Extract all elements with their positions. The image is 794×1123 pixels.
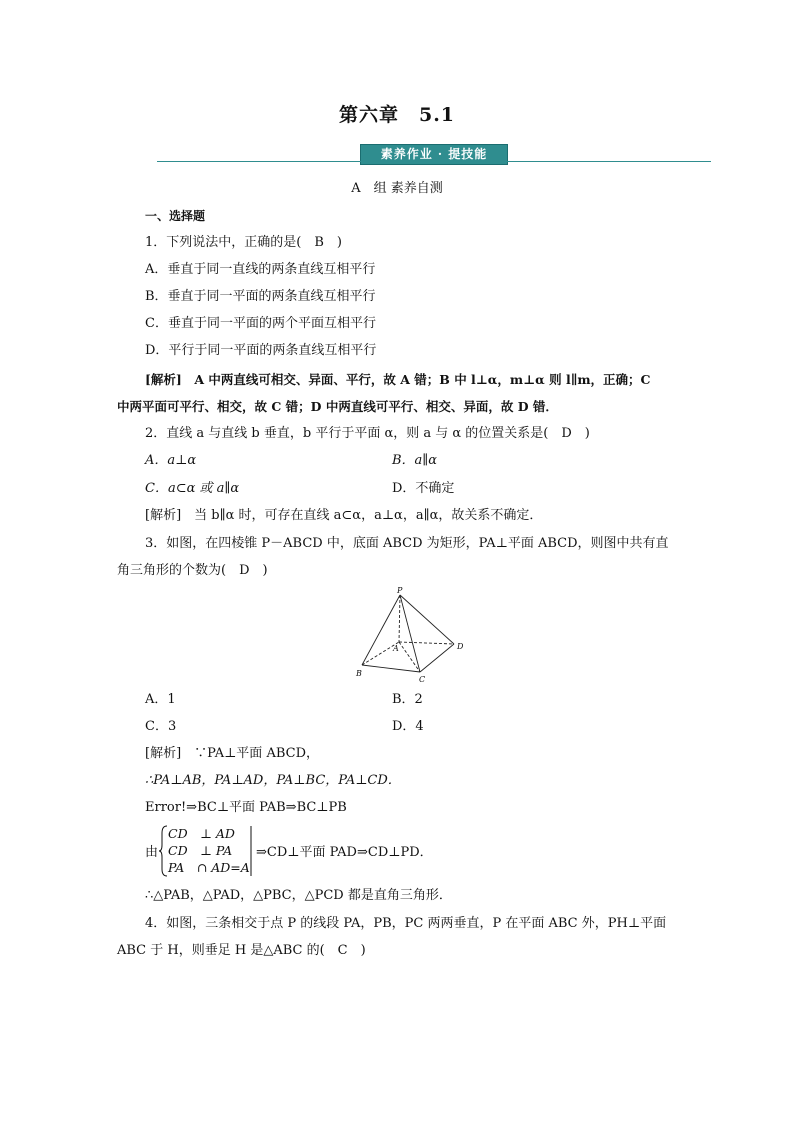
q1-option-a: A．垂直于同一直线的两条直线互相平行 — [145, 262, 376, 277]
q3-option-c: C．3 — [145, 719, 177, 734]
right-bar-icon — [248, 825, 256, 877]
q2-option-b: B．a∥α — [392, 453, 438, 468]
edge-pd — [400, 595, 454, 644]
label-a: A — [393, 644, 399, 653]
q2-option-d: D．不确定 — [392, 481, 455, 496]
section-banner: 素养作业 · 提技能 — [360, 144, 508, 165]
pyramid-figure — [352, 585, 472, 685]
q2-analysis: [解析] 当 b∥α 时，可存在直线 a⊂α，a⊥α，a∥α，故关系不确定． — [145, 508, 543, 523]
q3-option-d: D．4 — [392, 719, 424, 734]
system-row3: PA ∩ AD=A — [168, 860, 250, 875]
q3-option-a: A．1 — [145, 692, 176, 707]
q1-analysis-line1: [解析] A 中两直线可相交、异面、平行，故 A 错；B 中 l⊥α，m⊥α 则 l∥m，正确；C — [145, 372, 651, 387]
edge-bc — [362, 665, 420, 672]
system-row1: CD ⊥ AD — [168, 826, 235, 841]
q1-option-c: C．垂直于同一平面的两个平面互相平行 — [145, 316, 376, 331]
q4-stem-line2: ABC 于 H，则垂足 H 是△ABC 的( C ) — [117, 943, 366, 958]
system-result: ⇒CD⊥平面 PAD⇒CD⊥PD． — [256, 845, 433, 860]
label-d: D — [457, 642, 464, 651]
q3-analysis-line2: ∴PA⊥AB，PA⊥AD，PA⊥BC，PA⊥CD． — [145, 773, 401, 788]
q4-stem-line1: 4．如图，三条相交于点 P 的线段 PA，PB，PC 两两垂直，P 在平面 ABC 外，PH⊥平面 — [145, 916, 667, 931]
q3-analysis-line4: ∴△PAB，△PAD，△PBC，△PCD 都是直角三角形． — [145, 888, 452, 903]
system-row2: CD ⊥ PA — [168, 843, 233, 858]
left-brace-icon — [158, 825, 168, 877]
q3-stem-line2: 角三角形的个数为( D ) — [117, 563, 268, 578]
q3-analysis-line3: Error!⇒BC⊥平面 PAB⇒BC⊥PB — [145, 800, 347, 815]
q3-analysis-line1: [解析] ∵PA⊥平面 ABCD， — [145, 746, 319, 761]
edge-pc — [400, 595, 420, 672]
system-prefix: 由 — [145, 845, 159, 860]
edge-ac — [399, 642, 420, 672]
q2-option-a: A．a⊥α — [145, 453, 197, 468]
q2-option-c: C．a⊂α 或 a∥α — [145, 481, 240, 496]
part-title: 一、选择题 — [145, 209, 206, 223]
edge-pb — [362, 595, 400, 665]
q3-stem-line1: 3．如图，在四棱锥 P－ABCD 中，底面 ABCD 为矩形，PA⊥平面 ABCD，则图中共有直 — [145, 536, 669, 551]
edge-pa — [399, 595, 400, 642]
edge-ad — [399, 642, 454, 644]
q1-option-d: D．平行于同一平面的两条直线互相平行 — [145, 343, 377, 358]
edge-cd — [420, 644, 454, 672]
label-p: P — [397, 586, 403, 595]
header-rule — [157, 161, 711, 162]
label-c: C — [419, 675, 426, 684]
label-b: B — [356, 669, 362, 678]
q3-option-b: B．2 — [392, 692, 423, 707]
group-title: A 组 素养自测 — [351, 181, 443, 196]
chapter-title: 第六章 5.1 — [338, 104, 456, 126]
q1-stem: 1．下列说法中，正确的是( B ) — [145, 235, 342, 250]
q2-stem: 2．直线 a 与直线 b 垂直，b 平行于平面 α，则 a 与 α 的位置关系是( D ) — [145, 426, 590, 441]
q1-option-b: B．垂直于同一平面的两条直线互相平行 — [145, 289, 376, 304]
q1-analysis-line2: 中两平面可平行、相交，故 C 错；D 中两直线可平行、相交、异面，故 D 错． — [117, 399, 558, 414]
